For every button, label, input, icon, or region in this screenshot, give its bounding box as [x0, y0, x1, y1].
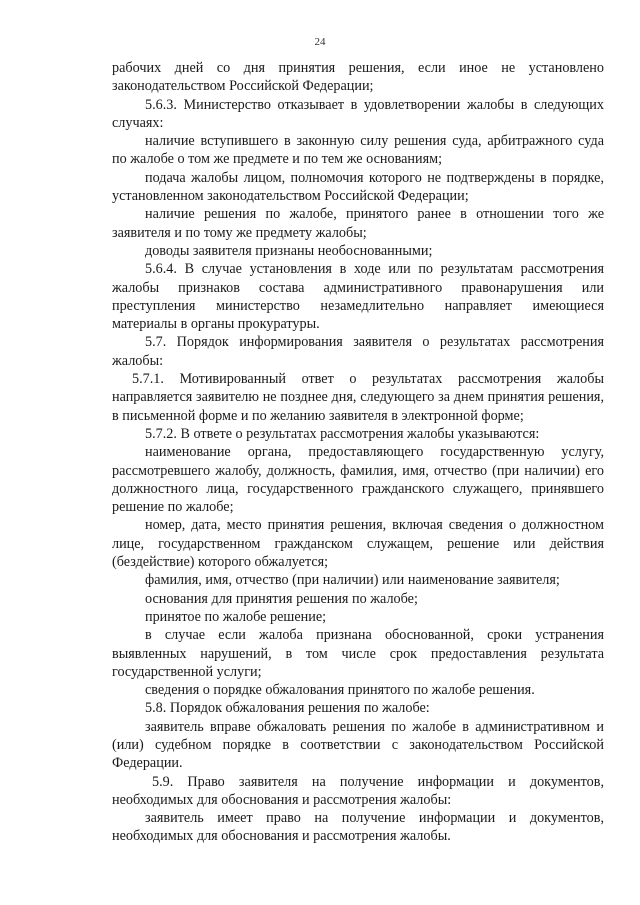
paragraph: 5.6.4. В случае установления в ходе или по результатам рассмотрения жалобы признаков состава административного правонарушения или преступления министерство незамедлительно направляет имеющиеся материалы в органы прокуратуры. — [112, 261, 604, 333]
paragraph: 5.7.1. Мотивированный ответ о результатах рассмотрения жалобы направляется заявителю не позднее дня, следующего за днем принятия решения, в письменной форме и по желанию заявителя в электронной форме; — [112, 371, 604, 424]
paragraph: подача жалобы лицом, полномочия которого не подтверждены в порядке, установленном законодательством Российской Федерации; — [112, 169, 604, 205]
paragraph: доводы заявителя признаны необоснованными; — [145, 242, 433, 259]
paragraph: наименование органа, предоставляющего государственную услугу, рассмотревшего жалобу, должность, фамилия, имя, отчество (при наличии) его должностного лица, государственного гражданского служащего, принявшего решение по жалобе; — [112, 444, 604, 516]
paragraph: в случае если жалоба признана обоснованной, сроки устранения выявленных нарушений, в том числе срок предоставления результата государственной услуги; — [112, 627, 604, 680]
paragraph: сведения о порядке обжалования принятого по жалобе решения. — [145, 682, 535, 699]
paragraph: заявитель вправе обжаловать решения по жалобе в административном и (или) судебном порядке в соответствии с законодательством Российской Федерации. — [112, 718, 604, 772]
paragraph: 5.8. Порядок обжалования решения по жалобе: — [145, 700, 430, 717]
paragraph: фамилия, имя, отчество (при наличии) или наименование заявителя; — [145, 572, 560, 589]
paragraph: наличие решения по жалобе, принятого ранее в отношении того же заявителя и по тому же предмету жалобы; — [112, 206, 604, 241]
paragraph: наличие вступившего в законную силу решения суда, арбитражного суда по жалобе о том же предмете и по тем же основаниям; — [112, 133, 604, 168]
paragraph: номер, дата, место принятия решения, включая сведения о должностном лице, государственном гражданском служащем, решение или действия (бездействие) которого обжалуется; — [112, 517, 604, 571]
paragraph: 5.7.2. В ответе о результатах рассмотрения жалобы указываются: — [145, 425, 540, 442]
paragraph: 5.6.3. Министерство отказывает в удовлетворении жалобы в следующих случаях: — [112, 96, 604, 131]
paragraph: основания для принятия решения по жалобе; — [145, 590, 418, 607]
page-number: 24 — [314, 36, 326, 48]
paragraph: 5.7. Порядок информирования заявителя о результатах рассмотрения жалобы: — [112, 334, 604, 369]
paragraph: принятое по жалобе решение; — [145, 608, 327, 625]
document-body — [112, 59, 604, 846]
paragraph: рабочих дней со дня принятия решения, если иное не установлено законодательством Российской Федерации; — [112, 60, 604, 95]
paragraph: 5.9. Право заявителя на получение информации и документов, необходимых для обоснования и рассмотрения жалобы: — [112, 773, 604, 808]
paragraph: заявитель имеет право на получение информации и документов, необходимых для обоснования и рассмотрения жалобы. — [112, 810, 604, 845]
